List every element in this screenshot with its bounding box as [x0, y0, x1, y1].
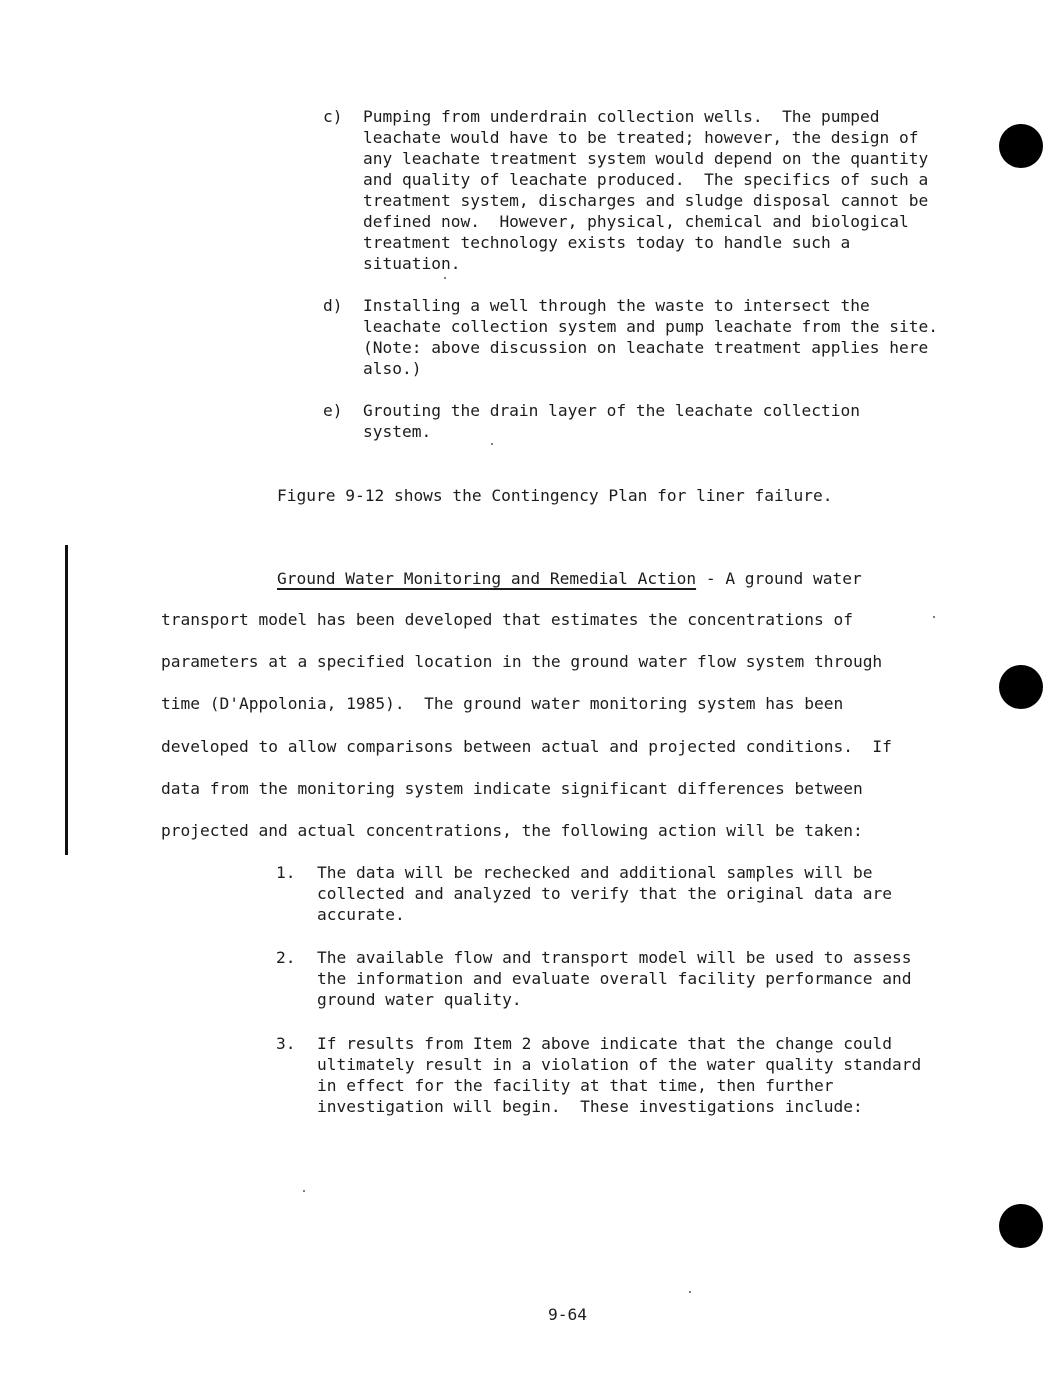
section-heading-line — [277, 568, 862, 589]
binder-hole-bottom — [999, 1204, 1043, 1248]
text-line: leachate collection system and pump leachate from the site. — [363, 317, 938, 336]
section-heading-tail: - A ground water — [696, 569, 862, 588]
text-line: any leachate treatment system would depend on the quantity — [363, 149, 929, 168]
scan-speck — [491, 443, 493, 445]
list-item-label: e) — [323, 401, 343, 420]
text-line: the information and evaluate overall facility performance and — [317, 969, 912, 988]
text-line: The available flow and transport model will be used to assess — [317, 948, 912, 967]
scan-speck — [444, 277, 446, 279]
text-line: (Note: above discussion on leachate treatment applies here — [363, 338, 929, 357]
action-text — [317, 1033, 921, 1117]
text-line: in effect for the facility at that time, then further — [317, 1076, 834, 1095]
text-line: The data will be rechecked and additional samples will be — [317, 863, 873, 882]
text-line: defined now. However, physical, chemical and biological — [363, 212, 909, 231]
paragraph-line: data from the monitoring system indicate significant differences between — [161, 779, 863, 798]
section-heading: Ground Water Monitoring and Remedial Action — [277, 569, 697, 588]
text-line: treatment technology exists today to handle such a — [363, 233, 851, 252]
text-line: Installing a well through the waste to intersect the — [363, 296, 870, 315]
text-line: ultimately result in a violation of the water quality standard — [317, 1055, 922, 1074]
action-number: 3. — [276, 1034, 296, 1053]
revision-margin-bar — [65, 545, 68, 855]
page-number: 9-64 — [548, 1305, 587, 1324]
list-item-label: d) — [323, 296, 343, 315]
text-line: treatment system, discharges and sludge disposal cannot be — [363, 191, 929, 210]
text-line: investigation will begin. These investigations include: — [317, 1097, 863, 1116]
action-text — [317, 862, 892, 925]
scan-speck — [933, 616, 935, 618]
paragraph-line: time (D'Appolonia, 1985). The ground water monitoring system has been — [161, 694, 844, 713]
list-item-text — [363, 295, 938, 379]
scan-speck — [689, 1291, 691, 1293]
list-item-text — [363, 400, 860, 442]
binder-hole-top — [999, 124, 1043, 168]
paragraph-line: transport model has been developed that estimates the concentrations of — [161, 610, 853, 629]
text-line: system. — [363, 422, 432, 441]
text-line: situation. — [363, 254, 461, 273]
paragraph-line: developed to allow comparisons between actual and projected conditions. If — [161, 737, 892, 756]
text-line: Pumping from underdrain collection wells. The pumped — [363, 107, 880, 126]
paragraph-line: projected and actual concentrations, the following action will be taken: — [161, 821, 863, 840]
list-item-text — [363, 106, 928, 274]
list-item-label: c) — [323, 107, 343, 126]
text-line: Grouting the drain layer of the leachate collection — [363, 401, 861, 420]
text-line: accurate. — [317, 905, 405, 924]
text-line: If results from Item 2 above indicate that the change could — [317, 1034, 892, 1053]
text-line: leachate would have to be treated; however, the design of — [363, 128, 919, 147]
text-line: also.) — [363, 359, 422, 378]
action-number: 2. — [276, 948, 296, 967]
binder-hole-middle — [999, 665, 1043, 709]
text-line: ground water quality. — [317, 990, 522, 1009]
scan-speck — [303, 1190, 305, 1192]
text-line: and quality of leachate produced. The specifics of such a — [363, 170, 929, 189]
action-text — [317, 947, 912, 1010]
text-line: collected and analyzed to verify that the original data are — [317, 884, 892, 903]
paragraph-line: parameters at a specified location in the ground water flow system through — [161, 652, 883, 671]
action-number: 1. — [276, 863, 296, 882]
figure-reference: Figure 9-12 shows the Contingency Plan for liner failure. — [277, 486, 833, 505]
